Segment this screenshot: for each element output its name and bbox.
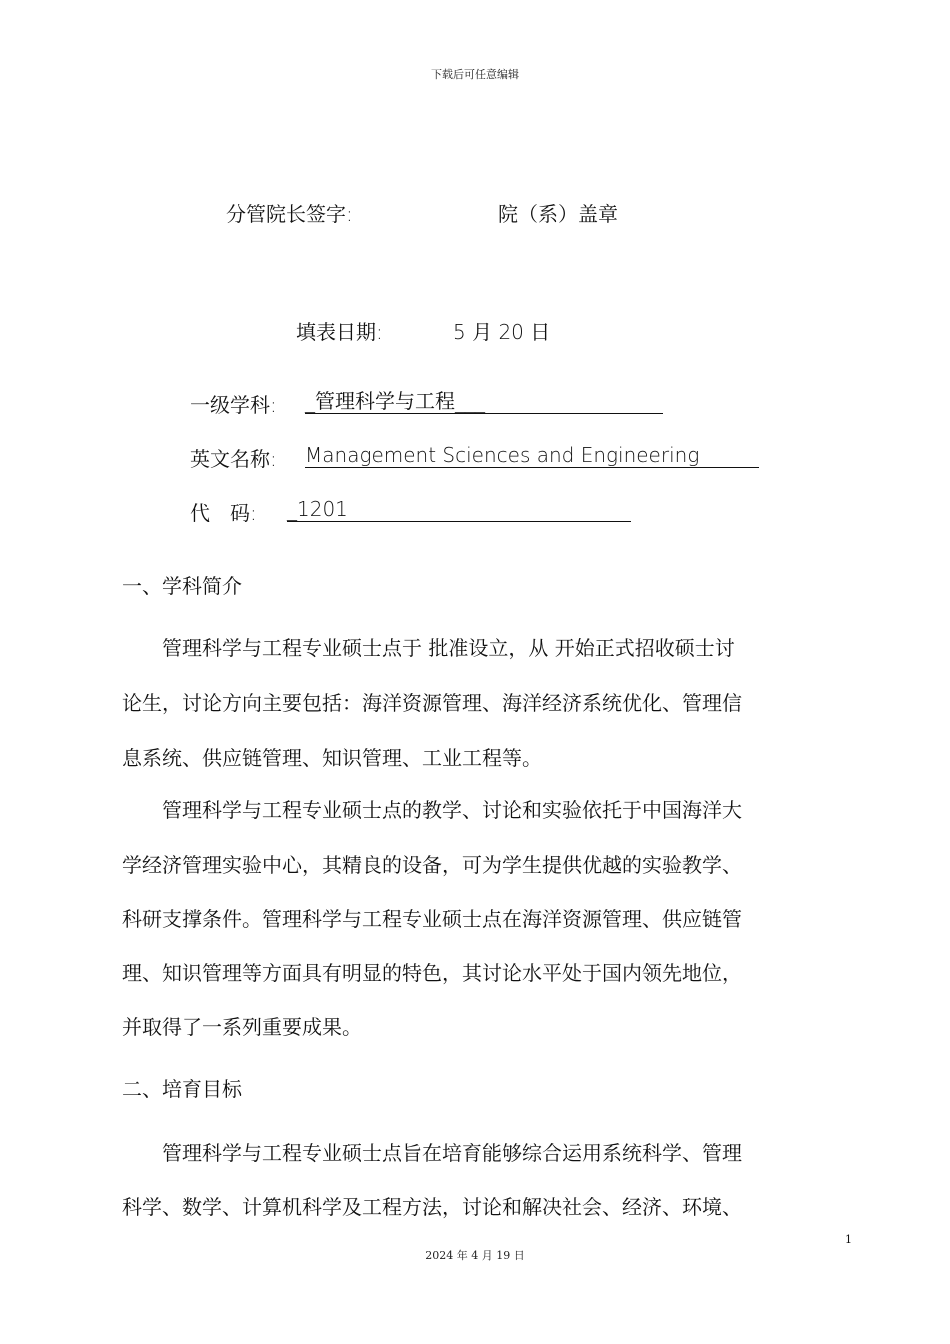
english-name-value: Management Sciences and Engineering xyxy=(305,443,759,468)
paragraph-line: 学经济管理实验中心，其精良的设备，可为学生提供优越的实验教学、 xyxy=(122,853,742,877)
english-name-field xyxy=(305,443,759,468)
paragraph-line: 管理科学与工程专业硕士点旨在培育能够综合运用系统科学、管理 xyxy=(122,1141,742,1165)
discipline-value: _管理科学与工程___ xyxy=(305,389,663,414)
paragraph-line: 理、知识管理等方面具有明显的特色，其讨论水平处于国内领先地位， xyxy=(122,961,742,985)
code-field xyxy=(287,497,631,522)
section-heading-intro: 一、学科简介 xyxy=(122,574,242,598)
page-footer-date: 2024 年 4 月 19 日 xyxy=(425,1249,525,1262)
discipline-label: 一级学科: xyxy=(190,393,277,417)
fill-date-value: 5 月 20 日 xyxy=(453,320,551,344)
page-number: 1 xyxy=(845,1233,852,1246)
section-heading-goals: 二、培育目标 xyxy=(122,1077,242,1101)
discipline-field xyxy=(305,389,663,414)
fill-date-label: 填表日期: xyxy=(296,320,383,344)
english-name-label: 英文名称: xyxy=(190,447,277,471)
page-header: 下载后可任意编辑 xyxy=(431,68,519,81)
paragraph-line: 科学、数学、计算机科学及工程方法，讨论和解决社会、经济、环境、 xyxy=(122,1195,742,1219)
code-label: 代 码: xyxy=(190,501,257,525)
paragraph-line: 管理科学与工程专业硕士点的教学、讨论和实验依托于中国海洋大 xyxy=(122,798,742,822)
department-seal-label: 院（系）盖章 xyxy=(498,202,618,226)
paragraph-line: 并取得了一系列重要成果。 xyxy=(122,1015,362,1039)
paragraph-line: 息系统、供应链管理、知识管理、工业工程等。 xyxy=(122,746,542,770)
paragraph-line: 论生，讨论方向主要包括：海洋资源管理、海洋经济系统优化、管理信 xyxy=(122,691,742,715)
paragraph-line: 管理科学与工程专业硕士点于 批准设立，从 开始正式招收硕士讨 xyxy=(122,636,735,660)
dean-signature-label: 分管院长签字: xyxy=(226,202,353,226)
paragraph-line: 科研支撑条件。管理科学与工程专业硕士点在海洋资源管理、供应链管 xyxy=(122,907,742,931)
code-value: _1201 xyxy=(287,497,631,522)
